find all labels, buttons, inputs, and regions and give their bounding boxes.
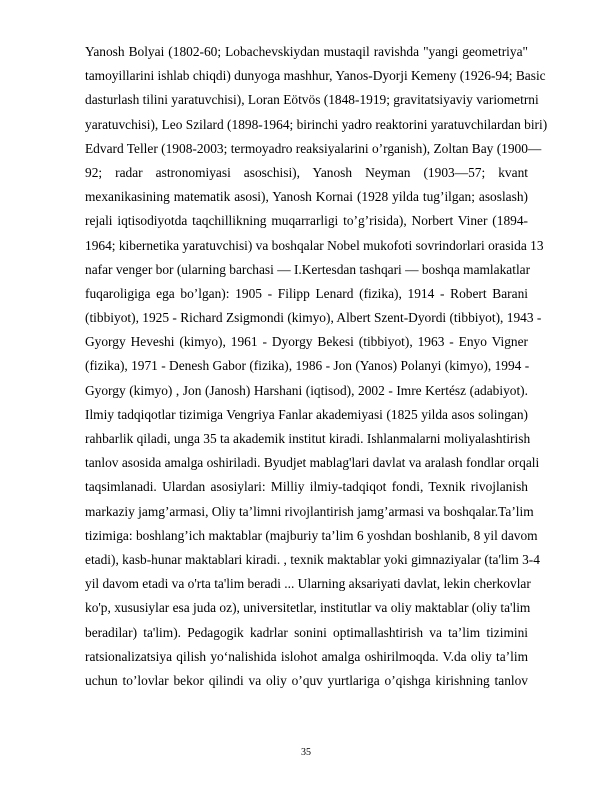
text-line: Gyorgy Heveshi (kimyo), 1961 - Dyorgy Bekesi (tibbiyot), 1963 - Enyo Vigner (85, 334, 528, 350)
text-line: mexanikasining matematik asosi), Yanosh Kornai (1928 yilda tug’ilgan; asoslash) (85, 189, 528, 205)
text-line: Ilmiy tadqiqotlar tizimiga Vengriya Fanlar akademiyasi (1825 yilda asos solingan) (85, 406, 528, 422)
text-line: nafar venger bor (ularning barchasi — I.Kertesdan tashqari — boshqa mamlakatlar (85, 261, 531, 277)
text-line: dasturlash tilini yaratuvchisi), Loran Eötvös (1848-1919; gravitatsiyaviy variometrni (85, 92, 539, 108)
text-line: ratsionalizatsiya qilish yo‘nalishida islohot amalga oshirilmoqda. V.da oliy ta’lim (85, 648, 528, 664)
text-line: etadi), kasb-hunar maktablari kiradi. , texnik maktablar yoki gimnaziyalar (ta'lim 3-4 (85, 551, 540, 567)
text-line: yil davom etadi va o'rta ta'lim beradi ... Ularning aksariyati davlat, lekin cherkovlar (85, 576, 531, 592)
text-line: uchun to’lovlar bekor qilindi va oliy o’quv yurtlariga o’qishga kirishning tanlov (85, 672, 528, 688)
text-line: tamoyillarini ishlab chiqdi) dunyoga mashhur, Yanos-Dyorji Kemeny (1926-94; Basic (85, 68, 546, 84)
text-line: markaziy jamg’armasi, Oliy ta’limni rivojlantirish jamg’armasi va boshqalar.Ta’lim (85, 503, 534, 519)
text-line: (fizika), 1971 - Denesh Gabor (fizika), 1986 - Jon (Yanos) Polanyi (kimyo), 1994 - (85, 358, 530, 374)
text-line: tanlov asosida amalga oshiriladi. Byudjet mablag'lari davlat va aralash fondlar orqali (85, 455, 540, 471)
text-line: beradilar) ta'lim). Pedagogik kadrlar sonini optimallashtirish va ta’lim tizimini (85, 624, 528, 640)
text-line: (tibbiyot), 1925 - Richard Zsigmondi (kimyo), Albert Szent-Dyordi (tibbiyot), 1943 - (85, 310, 542, 326)
text-line: Gyorgy (kimyo) , Jon (Janosh) Harshani (iqtisod), 2002 - Imre Kertész (adabiyot). (85, 382, 528, 398)
text-line: taqsimlanadi. Ulardan asosiylari: Milliy ilmiy-tadqiqot fondi, Texnik rivojlanish (85, 479, 528, 495)
text-line: Yanosh Bolyai (1802-60; Lobachevskiydan mustaqil ravishda "yangi geometriya" (85, 44, 528, 59)
body-text (85, 40, 548, 693)
text-line: fuqaroligiga ega bo’lgan): 1905 - Filipp Lenard (fizika), 1914 - Robert Barani (85, 285, 528, 301)
text-line: ko'p, xususiylar esa juda oz), universitetlar, institutlar va oliy maktablar (oliy ta'lim (85, 600, 531, 616)
text-line: 92; radar astronomiyasi asoschisi), Yanosh Neyman (1903—57; kvant (85, 164, 528, 180)
text-line: 1964; kibernetika yaratuvchisi) va boshqalar Nobel mukofoti sovrindorlari orasida 13 (85, 237, 544, 253)
text-line: rejali iqtisodiyotda taqchillikning muqarrarligi to’g’risida), Norbert Viner (1894- (85, 213, 528, 229)
text-line: tizimiga: boshlang’ich maktablar (majburiy ta’lim 6 yoshdan boshlanib, 8 yil davom (85, 527, 538, 543)
text-line: Edvard Teller (1908-2003; termoyadro reaksiyalarini o’rganish), Zoltan Bay (1900— (85, 140, 542, 156)
text-line: rahbarlik qiladi, unga 35 ta akademik institut kiradi. Ishlanmalarni moliyalashtirish (85, 431, 531, 446)
text-line: yaratuvchisi), Leo Szilard (1898-1964; birinchi yadro reaktorini yaratuvchilardan biri) (85, 116, 548, 132)
page-number: 35 (301, 747, 311, 758)
